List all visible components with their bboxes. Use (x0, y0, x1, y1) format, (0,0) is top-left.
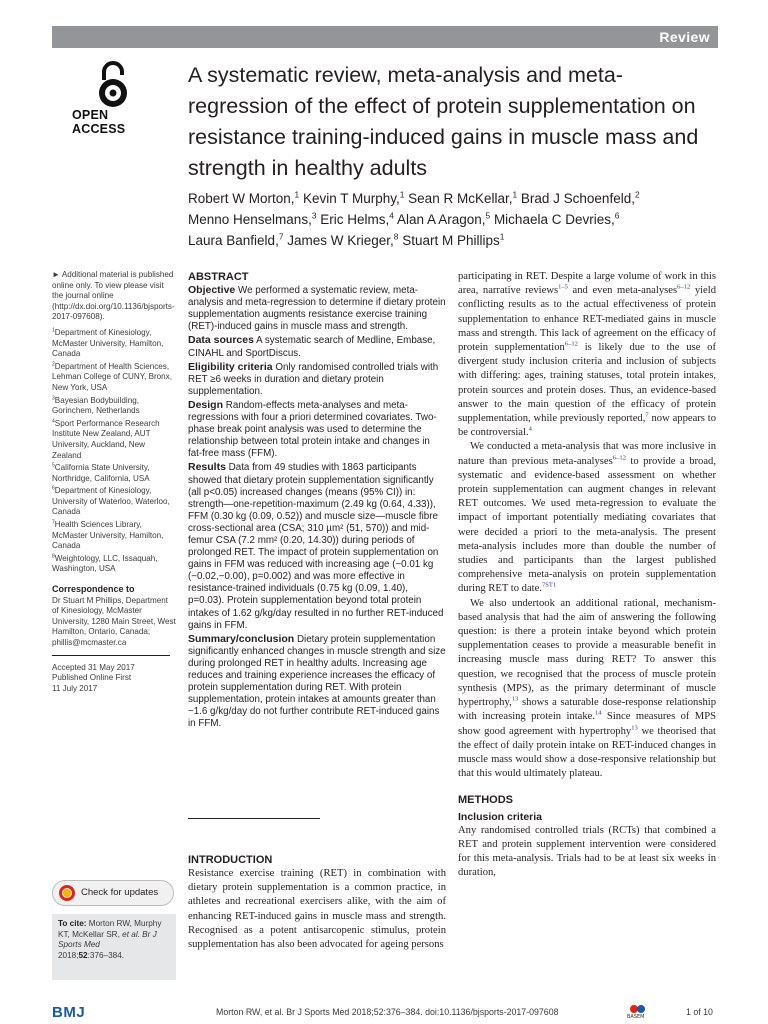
paragraph: We conducted a meta-analysis that was more inclusive in nature than previous meta-analyses$^{6-12}$ to provide a broad, systematic and evidence-based assessment on whether protein supplementation can augment changes in relevant RET outcomes. We used meta-regression to evaluate the impact of important potentially mediating covariates that were decided a priori to the meta-analysis. The present meta-analysis includes more than double the number of studies and participants than the largest published comprehensive meta-analysis on protein supplementation during RET to date.$^{7ST1}$ (458, 441, 717, 595)
reference-link[interactable]: 14 (595, 709, 602, 717)
to-cite-label: To cite: (58, 919, 87, 928)
reference-link[interactable]: 6–12 (564, 340, 578, 348)
introduction-text: Resistance exercise training (RET) in combination with dietary protein supplementation is a common practice, in athletes and recreational exercisers alike, with the aim of enhancing RET-induced gains in muscle mass and strength. Recognised as a potent antisarcopenic stimulus, protein supplementation has also been advocated for ageing persons (188, 868, 446, 951)
paragraph: participating in RET. Despite a large volume of work in this area, narrative reviews$^{1-5}$ and even meta-analyses$^{6-12}$ yield conflicting results as to the actual effectiveness of protein supplementation to enhance RET-mediated gains in muscle mass and strength. This lack of agreement on the efficacy of protein supplementation$^{6-12}$ is likely due to the use of divergent study inclusion criteria and inclusion of subjects with differing: ages, training statuses, total protein intakes, protein sources and protein doses. Thus, an evidence-based answer to the main question of the efficacy of protein supplementation, while previously reported,$^7$ now appears to be controversial.$^4$ (458, 271, 716, 439)
reference-link[interactable]: 6–12 (677, 283, 691, 291)
affiliation-text: California State University, Northridge, California, USA (52, 463, 150, 483)
bmj-logo[interactable]: BMJ (52, 1004, 86, 1021)
inclusion-criteria-heading: Inclusion criteria (458, 810, 543, 823)
abstract-divider (188, 818, 320, 819)
reference-link[interactable]: 13 (511, 695, 519, 703)
abstract-heading: ABSTRACT (188, 271, 249, 283)
svg-text:BASEM: BASEM (627, 1014, 645, 1019)
date-published: 11 July 2017 (52, 683, 98, 693)
affiliation-text: Health Sciences Library, McMaster University, Hamilton, Canada (52, 520, 164, 551)
author-name: Laura Banfield, (188, 233, 279, 248)
author-affiliation-number: 4 (389, 210, 394, 221)
paragraph: We also undertook an additional rational, mechanism-based analysis that had the aim of answering the following question: is there a protein intake beyond which protein supplementation ceases to provide a measurable benefit in increasing muscle mass during RET? To answer this question, we recognised that the process of muscle protein synthesis (MPS), as the primary determinant of muscle hypertrophy,$^{13}$ shows a saturable dose-response relationship with increasing protein intake.$^{14}$ Since measures of MPS show good agreement with hypertrophy$^{13}$ we theorised that the effect of daily protein intake on RET-induced changes in muscle mass would show a dose-responsive relationship but that this would ultimately plateau. (458, 597, 716, 780)
author-name: James W Krieger, (287, 233, 394, 248)
affiliation-item (52, 554, 176, 575)
reference-link[interactable]: 13 (631, 723, 638, 731)
to-cite-year: 2018; (58, 950, 79, 960)
abstract-section-text: Data from 49 studies with 1863 participants showed that dietary protein supplementation significantly (all p<0.05) increased changes (means (95% CI)) in: strength—one-repetition-maximum (2.49 kg (0.64, 4.33)), FFM (0.30 kg (0.09, 0.52)) and muscle size—muscle fibre cross-sectional area (CSA; 310 µm² (51, 570)) and mid-femur CSA (7.2 mm² (0.20, 14.30)) during periods of prolonged RET. The impact of protein supplementation on gains in FFM was reduced with increasing age (−0.01 kg (−0.02,−0.00), p=0.002) and was more effective in resistance-trained individuals (0.75 kg (0.09, 1.40), p=0.03). Protein supplementation beyond total protein intakes of 1.62 g/kg/day resulted in no further RET-induced gains in FFM. (188, 462, 444, 631)
affiliation-number: 8 (52, 553, 55, 560)
methods-text: Any randomised controlled trials (RCTs) that combined a RET and protein supplement intervention were considered for this meta-analysis. Trials had to be at least six weeks in duration, (458, 824, 716, 879)
author-affiliation-number: 2 (634, 189, 640, 200)
author-affiliation-number: 1 (499, 231, 505, 242)
divider (52, 655, 170, 656)
basem-logo-icon (626, 1003, 652, 1019)
author-name: Kevin T Murphy, (302, 191, 400, 206)
abstract-section-label: Design (188, 398, 224, 411)
abstract-section (188, 361, 446, 398)
article-title: A systematic review, meta-analysis and meta-regression of the effect of protein supplementation on resistance training-induced gains in muscle mass and strength in healthy adults (188, 63, 699, 180)
affiliation-number: 3 (52, 394, 55, 401)
abstract-section-text: Random-effects meta-analyses and meta-regressions with four a priori determined covariates. Two-phase break point analysis was used to determine the relationship between total protein intake and changes in fat-free mass (FFM). (188, 399, 437, 460)
affiliation-text: Department of Kinesiology, McMaster University, Hamilton, Canada (52, 327, 164, 359)
check-for-updates-label: Check for updates (81, 887, 159, 898)
author-affiliation-number: 7 (278, 231, 284, 242)
affiliation-item (52, 520, 176, 552)
sidebar (52, 270, 176, 694)
author-name: Stuart M Phillips (402, 233, 500, 248)
open-access-lock-icon (94, 60, 132, 110)
author-name: Sean R McKellar, (408, 191, 513, 206)
affiliation-item (52, 362, 176, 394)
affiliation-number: 7 (52, 519, 55, 526)
author-name: Brad J Schoenfeld, (520, 191, 635, 206)
to-cite-authors: Morton RW, Murphy KT, McKellar SR, (58, 919, 162, 939)
affiliation-list (52, 328, 176, 575)
affiliation-item (52, 419, 176, 461)
reference-link[interactable]: 6–12 (612, 454, 626, 462)
to-cite-pages: :376–384. (87, 950, 125, 960)
abstract-section-label: Results (188, 461, 226, 474)
author-name: Alan A Aragon, (396, 212, 486, 227)
affiliation-number: 4 (52, 418, 55, 425)
to-cite-box (52, 914, 176, 980)
author-name: Menno Henselmans, (188, 212, 312, 227)
affiliation-text: Sport Performance Research Institute New Zealand, AUT University, Auckland, New Zealand (52, 418, 160, 460)
correspondence-text: Dr Stuart M Phillips, Department of Kinesiology, McMaster University, 1280 Main Street, West Hamilton, Ontario, Canada; phillis@mcmaster.ca (52, 595, 176, 647)
affiliation-number: 6 (52, 485, 55, 492)
section-label: Review (659, 29, 710, 45)
abstract-section-label: Objective (188, 284, 236, 297)
date-published-label: Published Online First (52, 673, 132, 683)
to-cite-volume: 52 (78, 950, 88, 960)
methods-heading: METHODS (458, 794, 513, 807)
affiliation-number: 2 (52, 361, 55, 368)
affiliation-text: Bayesian Bodybuilding, Gorinchem, Netherlands (52, 395, 140, 416)
author-name: Eric Helms, (320, 212, 390, 227)
abstract-section (188, 284, 446, 333)
abstract-section-label: Data sources (188, 334, 254, 347)
abstract (188, 271, 446, 731)
reference-link[interactable]: 1–5 (558, 283, 568, 291)
abstract-section-text: Only randomised controlled trials with RET ≥6 weeks in duration and dietary protein supplementation. (188, 361, 439, 397)
reference-link[interactable]: 7ST1 (541, 581, 557, 589)
reference-link[interactable]: 7 (645, 411, 649, 419)
affiliation-item (52, 396, 176, 417)
abstract-section-text: We performed a systematic review, meta-analysis and meta-regression to determine if dietary protein supplementation augments resistance exercise training (RET)-induced gains in muscle mass and strength. (188, 285, 446, 333)
abstract-section-text: Dietary protein supplementation significantly enhanced changes in muscle strength and size during prolonged RET in healthy adults. Increasing age reduces and training experience increases the efficacy of protein supplementation during RET. With protein supplementation, protein intakes at amounts greater than ~1.6 g/kg/day do not further contribute RET-induced gains in FFM. (188, 633, 446, 730)
author-affiliation-number: 6 (614, 210, 620, 221)
affiliation-number: 5 (52, 462, 55, 469)
abstract-section (188, 633, 446, 731)
open-access-label: OPEN ACCESS (72, 108, 126, 136)
author-affiliation-number: 3 (311, 210, 317, 221)
affiliation-text: Weightology, LLC, Issaquah, Washington, USA (52, 553, 158, 574)
reference-link[interactable]: 4 (528, 425, 532, 433)
check-for-updates-button[interactable] (52, 880, 174, 906)
to-cite-etal: et al. Br J Sports Med (58, 929, 157, 950)
author-affiliation-number: 1 (512, 189, 518, 200)
abstract-section (188, 399, 446, 460)
abstract-section-label: Summary/conclusion (188, 632, 295, 645)
page-number: 1 of 10 (686, 1007, 713, 1017)
author-affiliation-number: 5 (485, 210, 491, 221)
affiliation-item (52, 328, 176, 360)
affiliation-item (52, 486, 176, 518)
additional-material-note: ► Additional material is published online only. To view please visit the journal online (http://dx.doi.org/10.1136/bjsports-2017-097608). (52, 270, 175, 322)
affiliation-item (52, 463, 176, 484)
affiliation-text: Department of Health Sciences, Lehman College of CUNY, Bronx, New York, USA (52, 361, 172, 392)
abstract-section-text: A systematic search of Medline, Embase, CINAHL and SportDiscus. (188, 335, 436, 359)
author-list (188, 188, 718, 251)
footer-citation: Morton RW, et al. Br J Sports Med 2018;52:376–384. doi:10.1136/bjsports-2017-097608 (216, 1007, 559, 1017)
author-name: Robert W Morton, (188, 191, 295, 206)
crossmark-dot (63, 889, 71, 897)
date-accepted: Accepted 31 May 2017 (52, 662, 135, 672)
author-name: Michaela C Devries, (493, 212, 615, 227)
author-affiliation-number: 1 (294, 189, 300, 200)
affiliation-number: 1 (52, 327, 55, 334)
abstract-section (188, 334, 446, 359)
abstract-sections (188, 284, 446, 730)
correspondence-heading: Correspondence to (52, 584, 135, 595)
affiliation-text: Department of Kinesiology, University of Waterloo, Waterloo, Canada (52, 486, 170, 517)
abstract-section-label: Eligibility criteria (188, 360, 273, 373)
section-header-bar (52, 26, 718, 48)
abstract-section (188, 461, 446, 631)
author-affiliation-number: 1 (399, 189, 405, 200)
author-affiliation-number: 8 (393, 231, 399, 242)
right-column (458, 270, 716, 881)
introduction-heading: INTRODUCTION (188, 854, 273, 866)
